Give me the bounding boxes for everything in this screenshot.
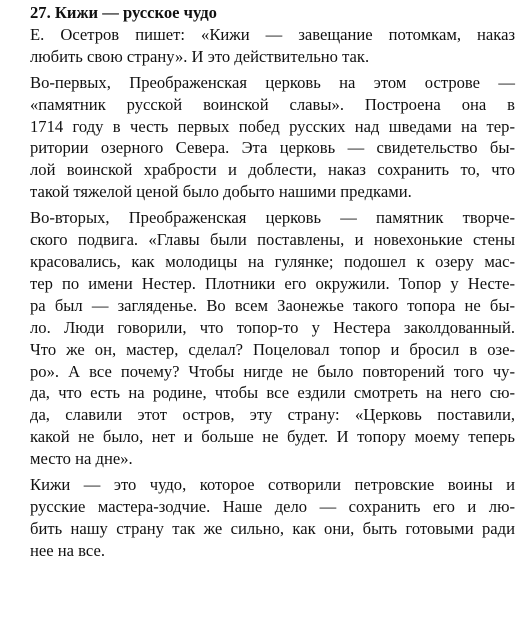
text-line: нее на все. xyxy=(30,540,105,560)
text-line: русские мастера-зодчие. Наше дело — сохранить его и лю- xyxy=(30,496,515,516)
text-line: Кижи — это чудо, которое сотворили петровские воины и xyxy=(30,475,515,495)
text-line: Во-вторых, Преображенская церковь — памятник творче- xyxy=(30,208,515,228)
text-line: место на дне». xyxy=(30,449,133,469)
paragraph-2 xyxy=(4,72,515,203)
text-line: любить свою страну». И это действительно так. xyxy=(30,46,370,66)
text-line: такой тяжелой ценой было добыто нашими предками. xyxy=(30,182,412,202)
text-line: ритории озерного Севера. Эта церковь — свидетельство бы- xyxy=(30,138,515,158)
text-line: Во-первых, Преображенская церковь на этом острове — xyxy=(30,72,515,92)
text-line: Что же он, мастер, сделал? Поцеловал топор и бросил в озе- xyxy=(30,339,515,359)
text-line: лой воинской храбрости и доблести, наказ сохранить то, что xyxy=(30,160,515,180)
text-line: да, что есть на родине, чтобы все ездили смотреть на него сю- xyxy=(30,383,515,403)
paragraph-1 xyxy=(4,24,515,68)
text-line: ло. Люди говорили, что топор-то у Нестера заколдованный. xyxy=(30,317,515,337)
paragraph-4 xyxy=(4,474,515,562)
text-line: «памятник русской воинской славы». Построена она в xyxy=(30,94,515,114)
page-title: 27. Кижи — русское чудо xyxy=(30,3,217,22)
text-line: бить нашу страну так же сильно, как они, быть готовыми ради xyxy=(30,518,515,538)
text-line: ро». А все почему? Чтобы нигде не было повторений того чу- xyxy=(30,361,515,381)
text-line: ра был — загляденье. Во всем Заонежье такого топора не бы- xyxy=(30,295,515,315)
text-line: 1714 году в честь первых побед русских над шведами на тер- xyxy=(30,116,515,136)
text-line: красовались, как молодицы на гулянке; подошел к озеру мас- xyxy=(30,251,515,271)
text-line: какой не было, нет и больше не будет. И топору моему теперь xyxy=(30,427,515,447)
text-line: ского подвига. «Главы были поставлены, и новехонькие стены xyxy=(30,230,515,250)
paragraph-3 xyxy=(4,207,515,470)
text-line: тер по имени Нестер. Плотники его окружили. Топор у Несте- xyxy=(30,273,515,293)
text-line: Е. Осетров пишет: «Кижи — завещание потомкам, наказ xyxy=(30,24,515,44)
text-line: да, славили этот остров, эту страну: «Церковь поставили, xyxy=(30,405,515,425)
